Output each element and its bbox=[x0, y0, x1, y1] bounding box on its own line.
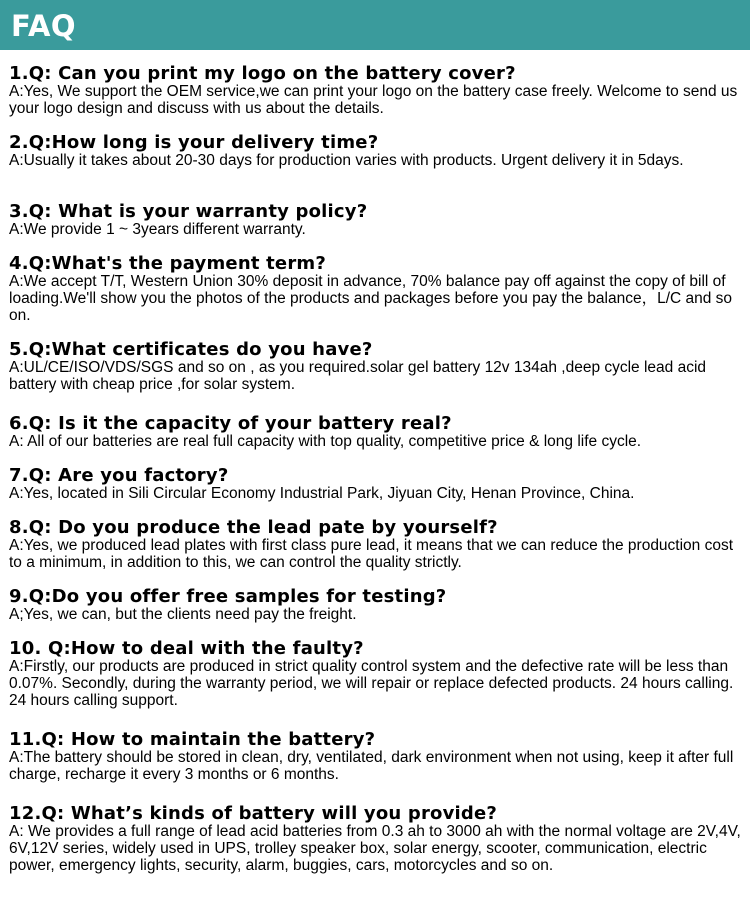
faq-answer: A:Yes, we produced lead plates with first class pure lead, it means that we can reduce the production cost to a minimum, in addition to this, we can control the quality strictly. bbox=[9, 537, 734, 571]
faq-item-1 bbox=[9, 65, 744, 117]
faq-answer: A:We provide 1 ~ 3years different warranty. bbox=[9, 221, 306, 238]
faq-item-4 bbox=[9, 255, 744, 324]
faq-question: 1.Q: Can you print my logo on the battery cover? bbox=[9, 63, 516, 84]
faq-question: 9.Q:Do you offer free samples for testing? bbox=[9, 586, 447, 607]
faq-item-5 bbox=[9, 341, 744, 393]
faq-answer: A:Firstly, our products are produced in strict quality control system and the defective rate will be less than 0.07%. Secondly, during the warranty period, we will repair or replace defected products. 24 hours calling. 24 hours calling support. bbox=[9, 658, 734, 709]
page-title: FAQ bbox=[11, 9, 77, 43]
faq-item-9 bbox=[9, 588, 744, 623]
faq-answer: A: All of our batteries are real full capacity with top quality, competitive price & long life cycle. bbox=[9, 433, 642, 450]
faq-question: 12.Q: What’s kinds of battery will you provide? bbox=[9, 803, 498, 824]
faq-answer: A:Yes, We support the OEM service,we can print your logo on the battery case freely. Welcome to send us your logo design and discuss with us about the details. bbox=[9, 83, 738, 117]
faq-answer: A: We provides a full range of lead acid batteries from 0.3 ah to 3000 ah with the normal voltage are 2V,4V, 6V,12V series, widely used in UPS, trolley speaker box, solar energy, scooter, communication, electric power, emergency lights, security, alarm, buggies, cars, motorcycles and so on. bbox=[9, 823, 741, 874]
faq-item-10 bbox=[9, 640, 744, 709]
faq-answer: A:Usually it takes about 20-30 days for production varies with products. Urgent delivery it in 5days. bbox=[9, 152, 684, 169]
faq-question: 11.Q: How to maintain the battery? bbox=[9, 729, 376, 750]
faq-answer: A:Yes, located in Sili Circular Economy Industrial Park, Jiyuan City, Henan Province, China. bbox=[9, 485, 635, 502]
faq-answer: A;Yes, we can, but the clients need pay the freight. bbox=[9, 606, 357, 623]
faq-item-12 bbox=[9, 805, 744, 874]
faq-item-6 bbox=[9, 415, 744, 450]
faq-item-2 bbox=[9, 134, 744, 169]
faq-answer: A:The battery should be stored in clean, dry, ventilated, dark environment when not using, keep it after full charge, recharge it every 3 months or 6 months. bbox=[9, 749, 734, 783]
faq-answer: A:We accept T/T, Western Union 30% deposit in advance, 70% balance pay off against the copy of bill of loading.We'll show you the photos of the products and packages before you pay the balance，L/C and so on. bbox=[9, 273, 733, 324]
faq-question: 3.Q: What is your warranty policy? bbox=[9, 201, 368, 222]
faq-question: 10. Q:How to deal with the faulty? bbox=[9, 638, 364, 659]
faq-item-8 bbox=[9, 519, 744, 571]
faq-question: 7.Q: Are you factory? bbox=[9, 465, 229, 486]
faq-question: 8.Q: Do you produce the lead pate by yourself? bbox=[9, 517, 498, 538]
faq-header bbox=[0, 0, 750, 50]
faq-question: 4.Q:What's the payment term? bbox=[9, 253, 327, 274]
faq-question: 6.Q: Is it the capacity of your battery real? bbox=[9, 413, 452, 434]
faq-question: 2.Q:How long is your delivery time? bbox=[9, 132, 379, 153]
faq-question: 5.Q:What certificates do you have? bbox=[9, 339, 373, 360]
faq-item-7 bbox=[9, 467, 744, 502]
faq-item-11 bbox=[9, 731, 744, 783]
faq-answer: A:UL/CE/ISO/VDS/SGS and so on , as you required.solar gel battery 12v 134ah ,deep cycle lead acid battery with cheap price ,for solar system. bbox=[9, 359, 707, 393]
faq-item-3 bbox=[9, 203, 744, 238]
